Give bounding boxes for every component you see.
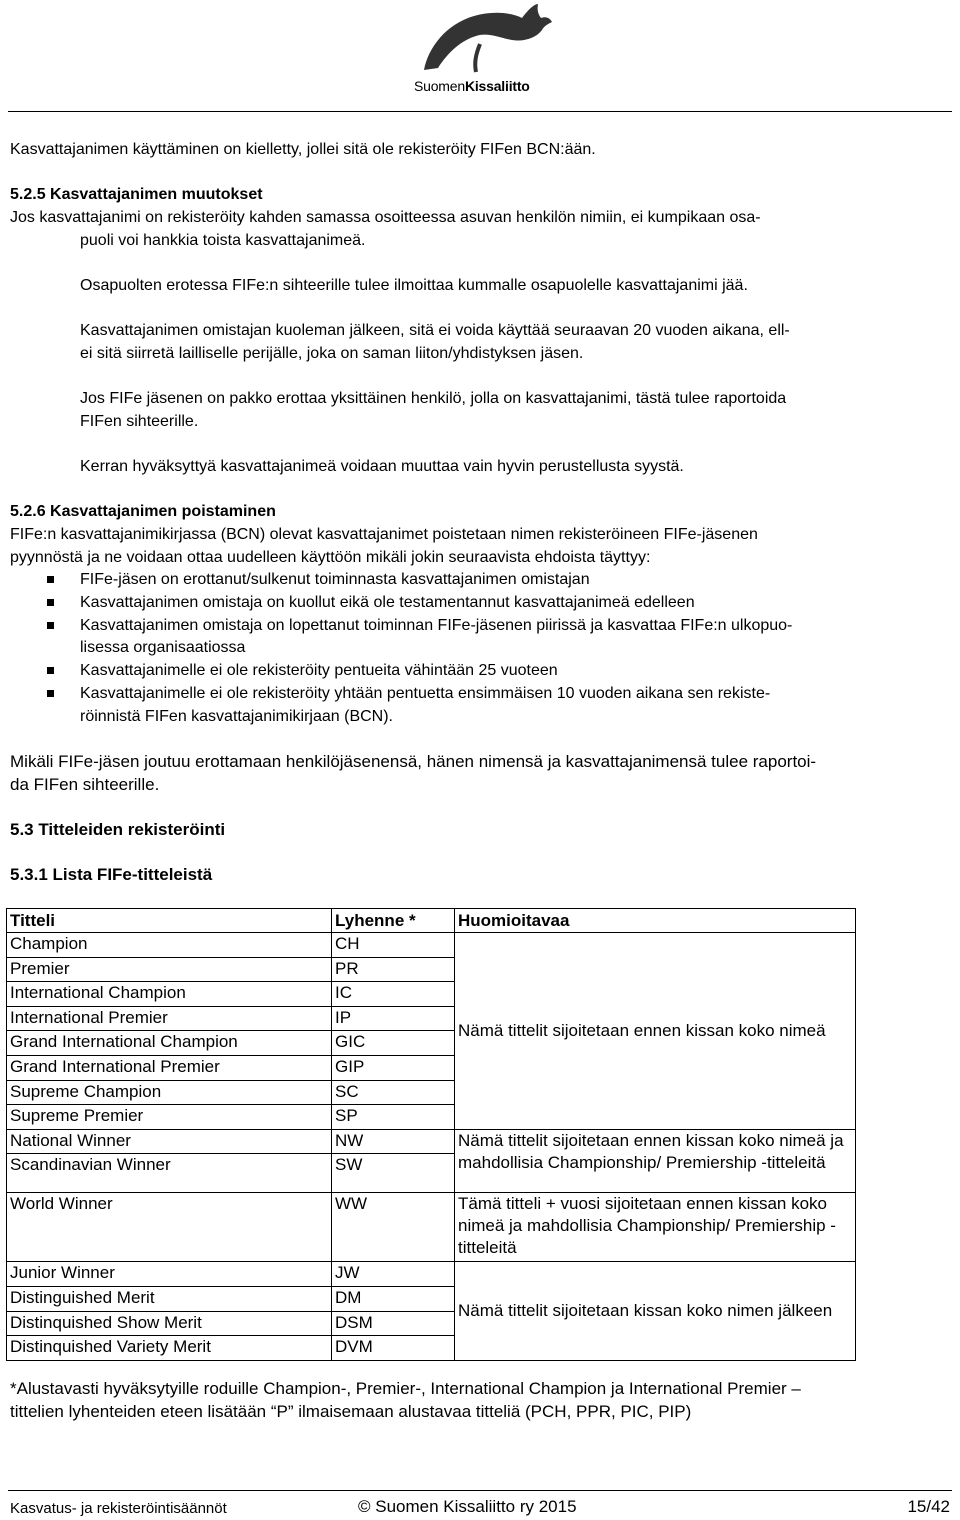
column-header: Titteli bbox=[7, 909, 332, 933]
paragraph-text: ei sitä siirretä lailliselle perijälle, joka on saman liiton/yhdistyksen jäsen. bbox=[80, 345, 584, 362]
bullet-item: Kasvattajanimelle ei ole rekisteröity pentueita vähintään 25 vuoteen bbox=[80, 662, 558, 679]
paragraph-text: Jos FIFe jäsenen on pakko erottaa yksittäinen henkilö, jolla on kasvattajanimi, tästä tulee raportoida bbox=[80, 390, 787, 407]
table-cell-abbr: DSM bbox=[332, 1311, 455, 1336]
table-cell-abbr: GIP bbox=[332, 1055, 455, 1080]
table-row bbox=[7, 933, 856, 958]
table-cell-title: Junior Winner bbox=[7, 1262, 332, 1287]
table-cell-abbr: GIC bbox=[332, 1031, 455, 1056]
titles-table bbox=[6, 908, 856, 1361]
table-cell-abbr: SP bbox=[332, 1105, 455, 1130]
logo-text: SuomenKissaliitto bbox=[414, 78, 530, 94]
paragraph-text: Jos kasvattajanimi on rekisteröity kahden samassa osoitteessa asuvan henkilön nimiin, ei kumpikaan osa- bbox=[10, 209, 761, 226]
table-cell-title: Scandinavian Winner bbox=[7, 1154, 332, 1193]
bullet-icon bbox=[47, 690, 54, 697]
table-cell-title: International Champion bbox=[7, 982, 332, 1007]
table-header-row bbox=[7, 909, 856, 933]
table-cell-title: International Premier bbox=[7, 1006, 332, 1031]
bullet-item: Kasvattajanimen omistaja on lopettanut toiminnan FIFe-jäsenen piirissä ja kasvattaa FIFe:n ulkopuo- bbox=[80, 617, 793, 634]
table-cell-abbr: DM bbox=[332, 1286, 455, 1311]
table-cell-title: World Winner bbox=[7, 1193, 332, 1262]
table-cell-title: Distinguished Merit bbox=[7, 1286, 332, 1311]
table-cell-abbr: IP bbox=[332, 1006, 455, 1031]
paragraph-text: Osapuolten erotessa FIFe:n sihteerille tulee ilmoittaa kummalle osapuolelle kasvattajanimi jää. bbox=[80, 277, 748, 294]
table-row bbox=[7, 1193, 856, 1262]
paragraph-text: da FIFen sihteerille. bbox=[10, 775, 160, 794]
table-cell-abbr: SC bbox=[332, 1080, 455, 1105]
table-cell-abbr: PR bbox=[332, 957, 455, 982]
table-cell-title: Distinquished Show Merit bbox=[7, 1311, 332, 1336]
table-cell-title: Premier bbox=[7, 957, 332, 982]
paragraph-text: Mikäli FIFe-jäsen joutuu erottamaan henkilöjäsenensä, hänen nimensä ja kasvattajanimensä tulee raportoi- bbox=[10, 752, 817, 771]
footnote-text: tittelien lyhenteiden eteen lisätään “P” ilmaisemaan alustavaa titteliä (PCH, PPR, PIC, PIP) bbox=[10, 1402, 692, 1421]
table-cell-abbr: WW bbox=[332, 1193, 455, 1262]
bullet-item: Kasvattajanimen omistaja on kuollut eikä ole testamentannut kasvattajanimeä edelleen bbox=[80, 594, 695, 611]
bullet-icon bbox=[47, 667, 54, 674]
header-divider bbox=[8, 111, 952, 112]
bullet-item: FIFe-jäsen on erottanut/sulkenut toiminnasta kasvattajanimen omistajan bbox=[80, 571, 590, 588]
table-cell-abbr: DVM bbox=[332, 1336, 455, 1361]
bullet-icon bbox=[47, 576, 54, 583]
table-cell-note: Nämä tittelit sijoitetaan kissan koko nimen jälkeen bbox=[455, 1262, 856, 1360]
table-cell-note: Nämä tittelit sijoitetaan ennen kissan koko nimeä ja mahdollisia Championship/ Premiership -titteleitä bbox=[455, 1129, 856, 1193]
bullet-icon bbox=[47, 599, 54, 606]
paragraph-text: Kerran hyväksyttyä kasvattajanimeä voidaan muuttaa vain hyvin perustellusta syystä. bbox=[80, 458, 684, 475]
table-cell-abbr: SW bbox=[332, 1154, 455, 1193]
table-cell-abbr: JW bbox=[332, 1262, 455, 1287]
page-number: 15/42 bbox=[907, 1497, 950, 1516]
table-cell-title: Supreme Champion bbox=[7, 1080, 332, 1105]
table-cell-abbr: CH bbox=[332, 933, 455, 958]
bullet-icon bbox=[47, 622, 54, 629]
table-cell-note: Tämä titteli + vuosi sijoitetaan ennen kissan koko nimeä ja mahdollisia Championship/ Premiership -titteleitä bbox=[455, 1193, 856, 1262]
table-cell-title: Champion bbox=[7, 933, 332, 958]
table-cell-title: Distinquished Variety Merit bbox=[7, 1336, 332, 1361]
bullet-item: Kasvattajanimelle ei ole rekisteröity yhtään pentuetta ensimmäisen 10 vuoden aikana sen rekiste- bbox=[80, 685, 771, 702]
heading-5-2-6: 5.2.6 Kasvattajanimen poistaminen bbox=[10, 503, 276, 520]
table-row bbox=[7, 1129, 856, 1154]
column-header: Lyhenne * bbox=[332, 909, 455, 933]
cat-logo-icon bbox=[418, 0, 558, 78]
table-cell-title: Grand International Champion bbox=[7, 1031, 332, 1056]
table-cell-title: Grand International Premier bbox=[7, 1055, 332, 1080]
paragraph-text: FIFe:n kasvattajanimikirjassa (BCN) olevat kasvattajanimet poistetaan nimen rekisteröineen FIFe-jäsenen bbox=[10, 526, 758, 543]
intro-text: Kasvattajanimen käyttäminen on kielletty, jollei sitä ole rekisteröity FIFen BCN:ään. bbox=[10, 141, 596, 158]
footer-center: © Suomen Kissaliitto ry 2015 bbox=[358, 1497, 577, 1516]
table-row bbox=[7, 1262, 856, 1287]
paragraph-text: puoli voi hankkia toista kasvattajanimeä. bbox=[80, 232, 366, 249]
bullet-item: lisessa organisaatiossa bbox=[80, 639, 246, 656]
table-cell-abbr: IC bbox=[332, 982, 455, 1007]
table-cell-title: Supreme Premier bbox=[7, 1105, 332, 1130]
table-cell-title: National Winner bbox=[7, 1129, 332, 1154]
paragraph-text: Kasvattajanimen omistajan kuoleman jälkeen, sitä ei voida käyttää seuraavan 20 vuoden aikana, ell- bbox=[80, 322, 790, 339]
paragraph-text: pyynnöstä ja ne voidaan ottaa uudelleen käyttöön mikäli jokin seuraavista ehdoista täyttyy: bbox=[10, 549, 651, 566]
footer-left: Kasvatus- ja rekisteröintisäännöt bbox=[10, 1500, 227, 1517]
table-cell-abbr: NW bbox=[332, 1129, 455, 1154]
table-cell-note: Nämä tittelit sijoitetaan ennen kissan koko nimeä bbox=[455, 933, 856, 1130]
paragraph-text: FIFen sihteerille. bbox=[80, 413, 199, 430]
logo bbox=[408, 0, 558, 100]
footnote-text: *Alustavasti hyväksytyille roduille Champion-, Premier-, International Champion ja International Premier – bbox=[10, 1379, 801, 1398]
column-header: Huomioitavaa bbox=[455, 909, 856, 933]
heading-5-2-5: 5.2.5 Kasvattajanimen muutokset bbox=[10, 186, 263, 203]
footer-divider bbox=[8, 1490, 952, 1491]
heading-5-3-1: 5.3.1 Lista FIFe-titteleistä bbox=[10, 865, 213, 884]
heading-5-3: 5.3 Titteleiden rekisteröinti bbox=[10, 820, 226, 839]
bullet-item: röinnistä FIFen kasvattajanimikirjaan (BCN). bbox=[80, 708, 393, 725]
